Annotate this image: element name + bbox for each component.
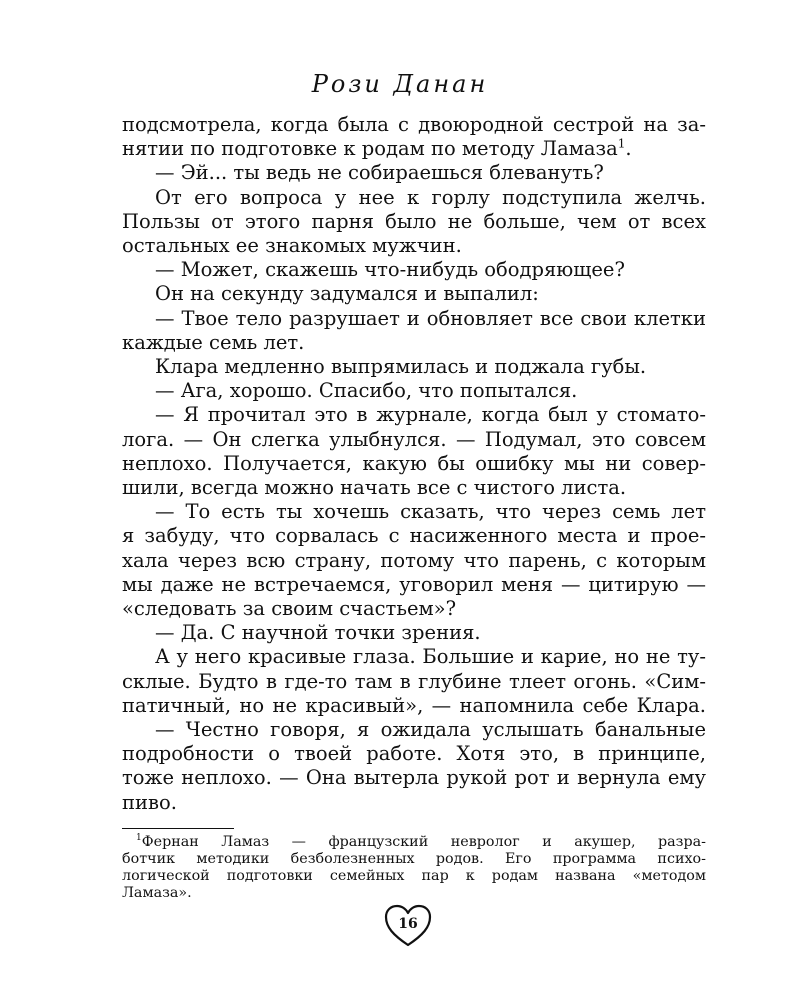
text-line-text: — Эй... ты ведь не собираешься блевануть? (155, 161, 604, 185)
text-line-text: шили, всегда можно начать все с чистого листа. (122, 476, 627, 500)
footnote-marker: 1 (136, 833, 142, 844)
footnote-reference: 1 (617, 136, 626, 151)
text-line (122, 258, 706, 282)
text-line-text: я забуду, что сорвалась с насиженного места и прое- (122, 524, 706, 548)
text-line-text: патичный, но не красивый», — напомнила себе Клара. (122, 693, 706, 717)
text-line (122, 137, 706, 161)
text-line (122, 452, 706, 476)
text-line-text: склые. Будто в где-то там в глубине тлеет огонь. «Сим- (122, 669, 706, 693)
text-line (122, 718, 706, 742)
text-line (122, 210, 706, 234)
text-line (122, 331, 706, 355)
text-line (122, 549, 706, 573)
text-line-text: подсмотрела, когда была с двоюродной сестрой на за- (122, 113, 706, 136)
text-line (122, 403, 706, 427)
text-line (122, 621, 706, 645)
text-line-text: Клара медленно выпрямилась и поджала губы. (155, 355, 647, 379)
text-line-text: каждые семь лет. (122, 330, 305, 354)
text-line (122, 766, 706, 790)
text-line-text: лога. — Он слегка улыбнулся. — Подумал, это совсем (122, 427, 706, 451)
footnote-line (122, 868, 706, 885)
text-line (122, 645, 706, 669)
text-line-text: тоже неплохо. — Она вытерла рукой рот и вернула ему (122, 766, 706, 790)
footnote-line-text: ботчик методики безболезненных родов. Его программа психо- (122, 851, 706, 867)
footnote-line (122, 851, 706, 868)
footnote-line-text: логической подготовки семейных пар к родам названа «методом (122, 868, 706, 884)
running-header-author: Рози Данан (311, 70, 489, 98)
text-line (122, 597, 706, 621)
text-line (122, 791, 706, 815)
text-line-text: пиво. (122, 790, 177, 814)
text-line-text: — Может, скажешь что-нибудь ободряющее? (155, 258, 625, 282)
text-line-text: мы даже не встречаемся, уговорил меня — цитирую — (122, 572, 706, 596)
text-line-text: — Я прочитал это в журнале, когда был у стомато- (155, 403, 706, 427)
text-line-text: — То есть ты хочешь сказать, что через семь лет (155, 500, 706, 524)
page-number-badge (383, 903, 433, 949)
text-line (122, 428, 706, 452)
text-line (122, 282, 706, 306)
text-line (122, 186, 706, 210)
text-line-text: Он на секунду задумался и выпалил: (155, 282, 539, 306)
footnote (122, 834, 706, 902)
text-line (122, 379, 706, 403)
footnote-line-text: Ламаза». (122, 885, 192, 901)
text-line (122, 524, 706, 548)
page-number: 16 (398, 916, 418, 932)
text-line-text: Пользы от этого парня было не больше, чем от всех (122, 209, 706, 233)
body-text (122, 113, 706, 815)
text-line (122, 355, 706, 379)
text-line (122, 161, 706, 185)
text-line (122, 500, 706, 524)
text-line-text: хала через всю страну, потому что парень, с которым (122, 548, 706, 572)
text-line-text: — Да. С научной точки зрения. (155, 621, 481, 645)
text-line-text: неплохо. Получается, какую бы ошибку мы ни совер- (122, 451, 706, 475)
text-line (122, 307, 706, 331)
footnote-line (122, 834, 706, 851)
text-line-text: — Твое тело разрушает и обновляет все свои клетки (155, 306, 706, 330)
footnote-separator (122, 828, 234, 829)
footnote-line-text: Фернан Ламаз — французский невролог и акушер, разра- (141, 834, 706, 850)
text-line (122, 742, 706, 766)
text-line-text: А у него красивые глаза. Большие и карие, но не ту- (155, 645, 706, 669)
text-line (122, 476, 706, 500)
text-line (122, 234, 706, 258)
text-line-text: От его вопроса у нее к горлу подступила желчь. (155, 185, 706, 209)
text-line-punct: . (625, 137, 632, 161)
text-line-text: «следовать за своим счастьем»? (122, 597, 457, 621)
text-line (122, 694, 706, 718)
text-line-text: остальных ее знакомых мужчин. (122, 234, 462, 258)
footnote-line (122, 885, 706, 902)
text-line-text: подробности о твоей работе. Хотя это, в принципе, (122, 742, 706, 766)
text-line-text: — Честно говоря, я ожидала услышать банальные (155, 718, 706, 742)
text-line (122, 670, 706, 694)
text-line-text: — Ага, хорошо. Спасибо, что попытался. (155, 379, 578, 403)
text-line (122, 573, 706, 597)
text-line (122, 113, 706, 137)
text-line-text: нятии по подготовке к родам по методу Ламаза (122, 137, 618, 161)
